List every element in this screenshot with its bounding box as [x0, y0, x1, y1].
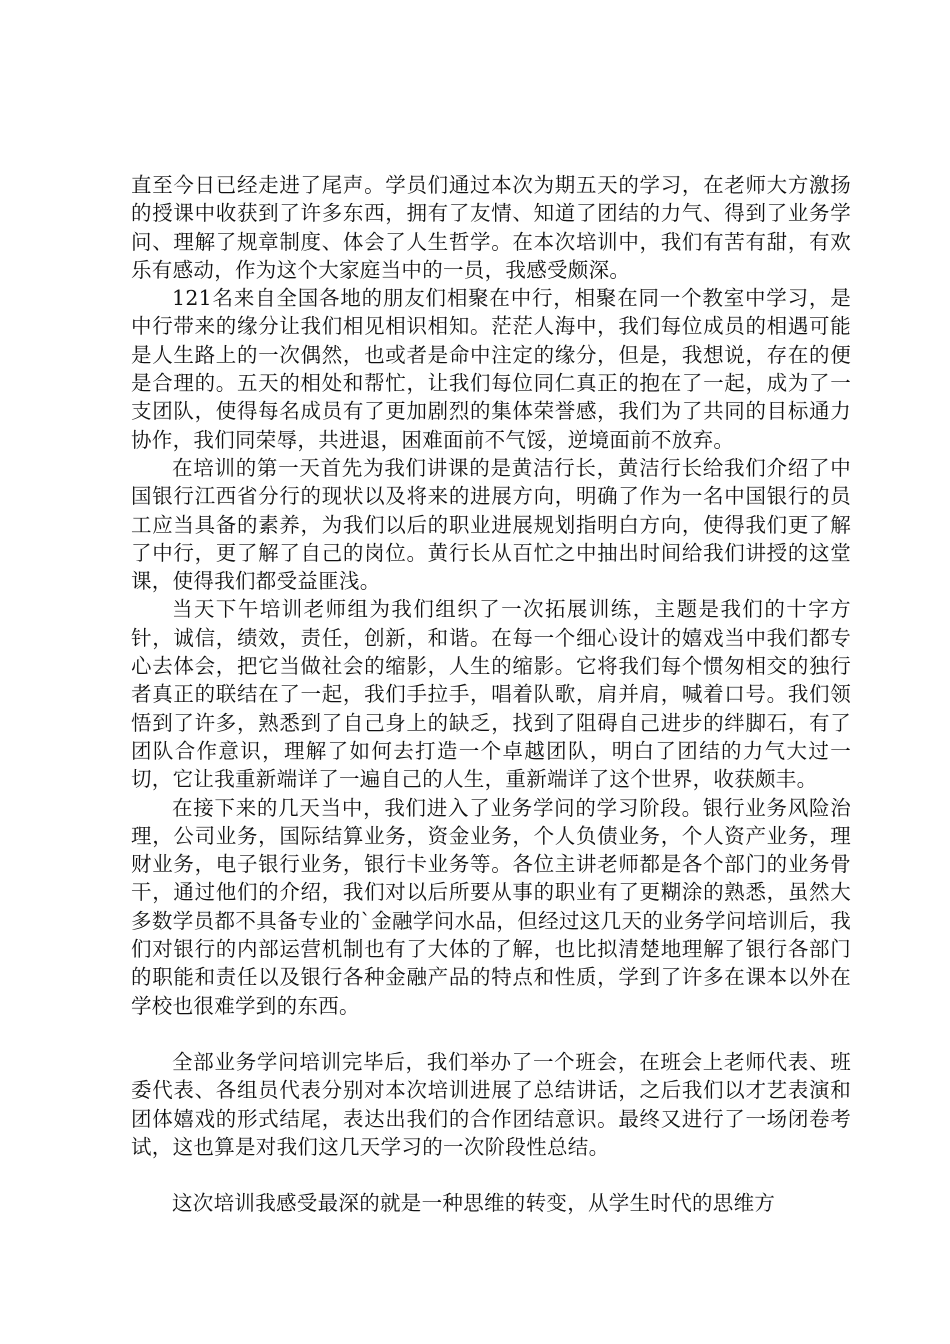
paragraph-7: 这次培训我感受最深的就是一种思维的转变，从学生时代的思维方	[172, 1191, 776, 1216]
paragraph-6: 全部业务学问培训完毕后，我们举办了一个班会，在班会上老师代表、班委代表、各组员代表分别对本次培训进展了总结讲话，之后我们以才艺表演和团体嬉戏的形式结尾，表达出我们的合作团结意识。最终又进行了一场闭卷考试，这也算是对我们这几天学习的一次阶段性总结。	[131, 1049, 851, 1159]
paragraph-2: 121名来自全国各地的朋友们相聚在中行，相聚在同一个教室中学习，是中行带来的缘分让我们相见相识相知。茫茫人海中，我们每位成员的相遇可能是人生路上的一次偶然，也或者是命中注定的缘分，但是，我想说，存在的便是合理的。五天的相处和帮忙，让我们每位同仁真正的抱在了一起，成为了一支团队，使得每名成员有了更加剧烈的集体荣誉感，我们为了共同的目标通力协作，我们同荣辱，共进退，困难面前不气馁，逆境面前不放弃。	[131, 286, 851, 452]
paragraph-5: 在接下来的几天当中，我们进入了业务学问的学习阶段。银行业务风险治理，公司业务，国际结算业务，资金业务，个人负债业务，个人资产业务，理财业务，电子银行业务，银行卡业务等。各位主讲老师都是各个部门的业务骨干，通过他们的介绍，我们对以后所要从事的职业有了更糊涂的熟悉，虽然大多数学员都不具备专业的`金融学问水品，但经过这几天的业务学问培训后，我们对银行的内部运营机制也有了大体的了解，也比拟清楚地理解了银行各部门的职能和责任以及银行各种金融产品的特点和性质，学到了许多在课本以外在学校也很难学到的东西。	[131, 795, 851, 1018]
paragraph-3: 在培训的第一天首先为我们讲课的是黄洁行长，黄洁行长给我们介绍了中国银行江西省分行的现状以及将来的进展方向，明确了作为一名中国银行的员工应当具备的素养，为我们以后的职业进展规划指明白方向，使得我们更了解了中行，更了解了自己的岗位。黄行长从百忙之中抽出时间给我们讲授的这堂课，使得我们都受益匪浅。	[131, 455, 851, 594]
document-body	[131, 171, 851, 1217]
paragraph-1: 直至今日已经走进了尾声。学员们通过本次为期五天的学习，在老师大方激扬的授课中收获到了许多东西，拥有了友情、知道了团结的力气、得到了业务学问、理解了规章制度、体会了人生哲学。在本次培训中，我们有苦有甜，有欢乐有感动，作为这个大家庭当中的一员，我感受颇深。	[131, 173, 851, 282]
paragraph-4: 当天下午培训老师组为我们组织了一次拓展训练，主题是我们的十字方针，诚信，绩效，责任，创新，和谐。在每一个细心设计的嬉戏当中我们都专心去体会，把它当做社会的缩影，人生的缩影。它将我们每个惯匆相交的独行者真正的联结在了一起，我们手拉手，唱着队歌，肩并肩，喊着口号。我们领悟到了许多，熟悉到了自己身上的缺乏，找到了阻碍自己进步的绊脚石，有了团队合作意识，理解了如何去打造一个卓越团队，明白了团结的力气大过一切，它让我重新端详了一遍自己的人生，重新端详了这个世界，收获颇丰。	[131, 597, 851, 792]
